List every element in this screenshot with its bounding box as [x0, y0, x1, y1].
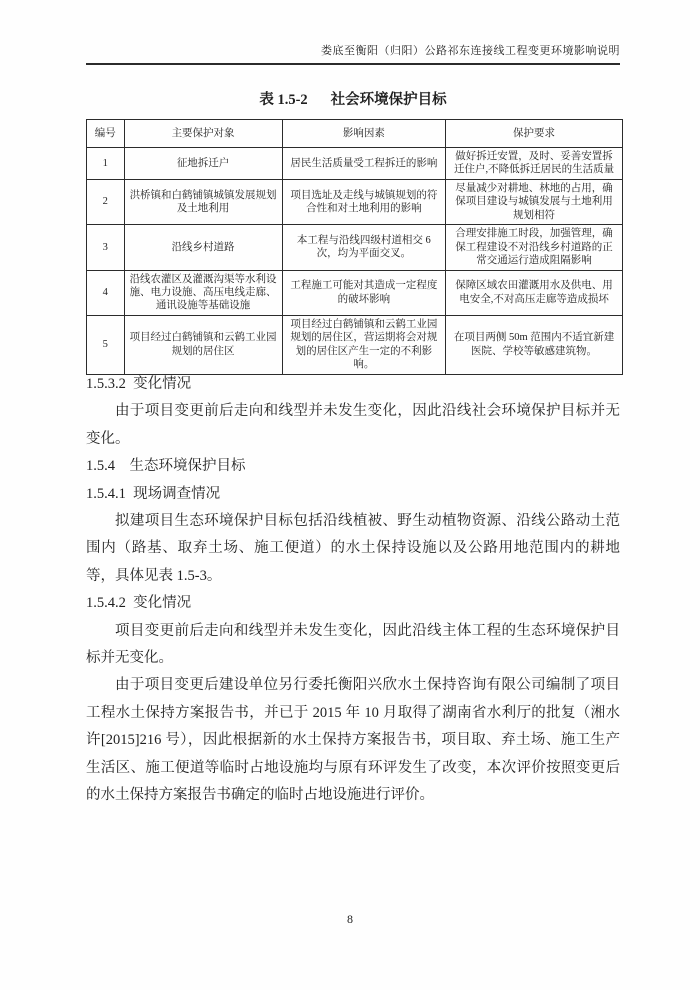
- cell-factor: 项目经过白鹤铺镇和云鹤工业园规划的居住区，营运期将会对规划的居住区产生一定的不利影响。: [282, 315, 445, 374]
- section-heading-1542: 1.5.4.2 变化情况: [86, 595, 192, 612]
- cell-factor: 本工程与沿线四级村道相交 6 次，均为平面交叉。: [282, 225, 445, 270]
- table-row: [87, 225, 623, 270]
- table-caption: [86, 88, 620, 109]
- cell-target: 沿线农灌区及灌溉沟渠等水利设施、电力设施、高压电线走廊、通讯设施等基础设施: [124, 270, 282, 315]
- paragraph: 项目变更前后走向和线型并未发生变化，因此沿线主体工程的生态环境保护目标并无变化。: [86, 622, 620, 667]
- cell-no: 3: [87, 225, 125, 270]
- cell-target: 洪桥镇和白鹤铺镇城镇发展规划及土地利用: [124, 179, 282, 224]
- running-header: [86, 42, 620, 65]
- cell-requirement: 做好拆迁安置，及时、妥善安置拆迁住户,不降低拆迁居民的生活质量: [446, 148, 623, 180]
- section-heading-1541: 1.5.4.1 现场调查情况: [86, 485, 221, 502]
- cell-no: 2: [87, 179, 125, 224]
- column-header-no: 编号: [87, 120, 125, 148]
- section-heading-1532: 1.5.3.2 变化情况: [86, 376, 192, 392]
- paragraph: 由于项目变更前后走向和线型并未发生变化，因此沿线社会环境保护目标并无变化。: [86, 403, 620, 447]
- table-row: [87, 148, 623, 180]
- cell-no: 4: [87, 270, 125, 315]
- page-number: 8: [347, 912, 353, 926]
- table-caption-label: 表 1.5-2: [259, 92, 308, 108]
- paragraph: 由于项目变更后建设单位另行委托衡阳兴欣水土保持咨询有限公司编制了项目工程水土保持方案报告书，并已于 2015 年 10 月取得了湖南省水利厅的批复（湘水许[2015]216 号），因此根据新的水土保持方案报告书，项目取、弃土场、施工生产生活区、施工便道等临时占地设施均与原有环评发生了改变，本次评价按照变更后的水土保持方案报告书确定的临时占地设施进行评价。: [86, 677, 620, 804]
- column-header-factor: 影响因素: [282, 120, 445, 148]
- cell-target: 征地拆迁户: [124, 148, 282, 180]
- body-text: [86, 371, 620, 810]
- table-caption-title: 社会环境保护目标: [330, 92, 447, 108]
- cell-target: 沿线乡村道路: [124, 225, 282, 270]
- cell-target: 项目经过白鹤铺镇和云鹤工业园规划的居住区: [124, 315, 282, 374]
- cell-factor: 工程施工可能对其造成一定程度的破坏影响: [282, 270, 445, 315]
- column-header-requirement: 保护要求: [446, 120, 623, 148]
- cell-requirement: 在项目两侧 50m 范围内不适宜新建医院、学校等敏感建筑物。: [446, 315, 623, 374]
- table-row: [87, 270, 623, 315]
- cell-requirement: 尽量减少对耕地、林地的占用，确保项目建设与城镇发展与土地利用规划相符: [446, 179, 623, 224]
- table-row: [87, 179, 623, 224]
- table-row: [87, 315, 623, 374]
- paragraph: 拟建项目生态环境保护目标包括沿线植被、野生动植物资源、沿线公路动土范围内（路基、取弃土场、施工便道）的水土保持设施以及公路用地范围内的耕地等，具体见表 1.5-3。: [86, 513, 620, 584]
- cell-requirement: 保障区域农田灌溉用水及供电、用电安全,不对高压走廊等造成损坏: [446, 270, 623, 315]
- cell-no: 1: [87, 148, 125, 180]
- cell-factor: 居民生活质量受工程拆迁的影响: [282, 148, 445, 180]
- social-protection-table: [86, 119, 623, 375]
- section-heading-154: 1.5.4 生态环境保护目标: [86, 458, 246, 475]
- cell-no: 5: [87, 315, 125, 374]
- column-header-target: 主要保护对象: [124, 120, 282, 148]
- table-header-row: [87, 120, 623, 148]
- running-header-title: 娄底至衡阳（归阳）公路祁东连接线工程变更环境影响说明: [321, 45, 620, 57]
- cell-factor: 项目选址及走线与城镇规划的符合性和对土地利用的影响: [282, 179, 445, 224]
- cell-requirement: 合理安排施工时段，加强管理，确保工程建设不对沿线乡村道路的正常交通运行造成阻隔影响: [446, 225, 623, 270]
